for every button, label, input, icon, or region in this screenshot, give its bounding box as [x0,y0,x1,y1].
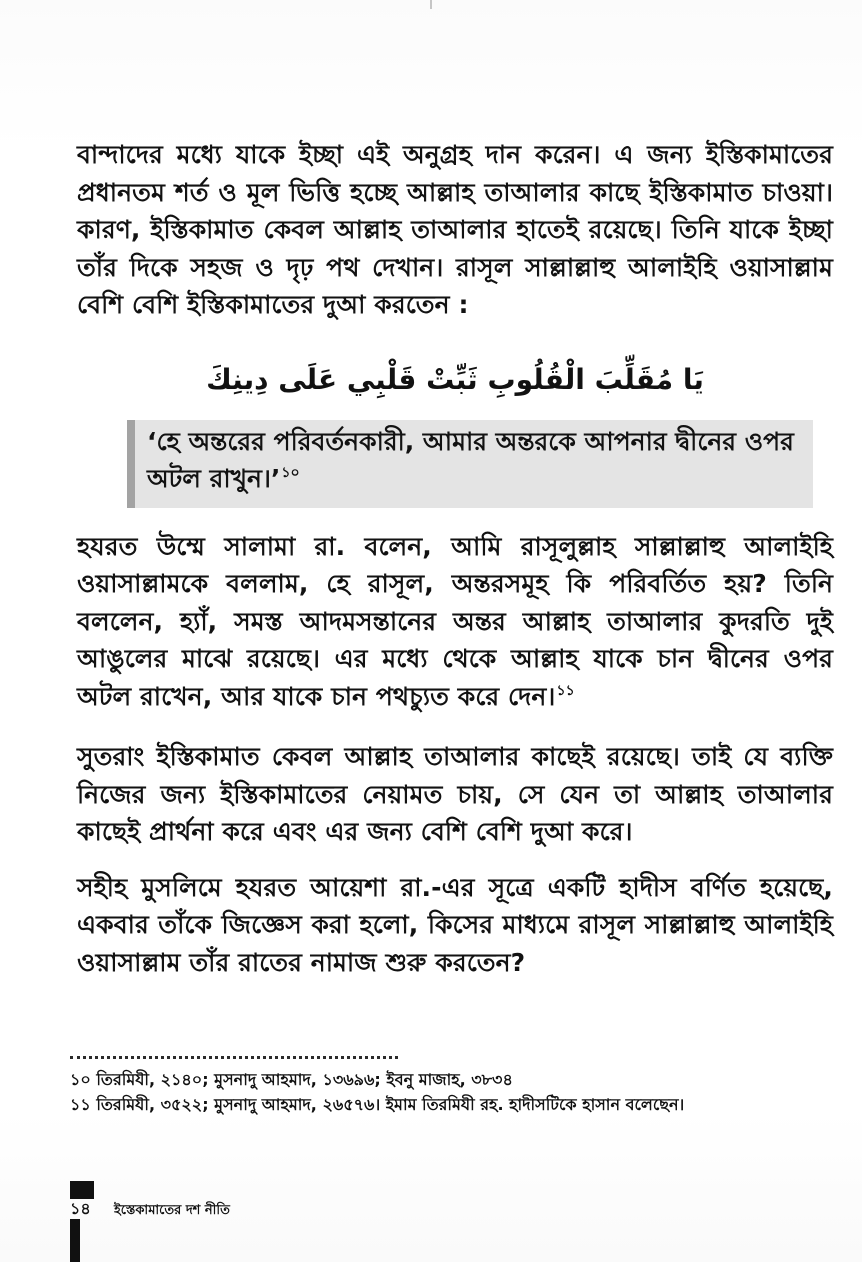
footnote-divider [70,1056,398,1059]
footnote-11: ১১ তিরমিযী, ৩৫২২; মুসনাদু আহমাদ, ২৬৫৭৬। ইমাম তিরমিযী রহ. হাদীসটিকে হাসান বলেছেন। [70,1095,685,1114]
page-number-tab [70,1181,94,1199]
paragraph-4: সহীহ মুসলিমে হযরত আয়েশা রা.-এর সূত্রে একটি হাদীস বর্ণিত হয়েছে, একবার তাঁকে জিজ্ঞেস করা হলো, কিসের মাধ্যমে রাসূল সাল্লাল্লাহু আলাইহি ওয়াসাল্লাম তাঁর রাতের নামাজ শুরু করতেন? [77,872,833,977]
main-text [77,136,833,999]
page-footer [70,1199,230,1221]
quote-box [127,420,813,508]
paragraph-2-text: হযরত উম্মে সালামা রা. বলেন, আমি রাসূলুল্লাহ সাল্লাল্লাহু আলাইহি ওয়াসাল্লামকে বললাম, হে রাসূল, অন্তরসমূহ কি পরিবর্তিত হয়? তিনি বললেন, হ্যাঁ, সমস্ত আদমসন্তানের অন্তর আল্লাহ তাআলার কুদরতি দুই আঙুলের মাঝে রয়েছে। এর মধ্যে থেকে আল্লাহ যাকে চান দ্বীনের ওপর অটল রাখেন, আর যাকে চান পথচ্যুত করে দেন। [77,531,833,711]
quote-content [147,423,803,502]
paragraph-2 [77,528,833,721]
paragraph-2-footnote-ref: ১১ [556,682,575,699]
page-number: ১৪ [70,1199,91,1218]
page-top-mark [430,0,432,9]
footnote-10: ১০ তিরমিযী, ২১৪০; মুসনাদু আহমাদ, ১৩৬৯৬; ইবনু মাজাহ, ৩৮৩৪ [70,1070,513,1089]
paragraph-3: সুতরাং ইস্তিকামাত কেবল আল্লাহ তাআলার কাছেই রয়েছে। তাই যে ব্যক্তি নিজের জন্য ইস্তিকামাতের নেয়ামত চায়, সে যেন তা আল্লাহ তাআলার কাছেই প্রার্থনা করে এবং এর জন্য বেশি বেশি দুআ করে। [77,742,833,846]
book-title: ইস্তেকামাতের দশ নীতি [114,1203,230,1218]
paragraph-1: বান্দাদের মধ্যে যাকে ইচ্ছা এই অনুগ্রহ দান করেন। এ জন্য ইস্তিকামাতের প্রধানতম শর্ত ও মূল ভিত্তি হচ্ছে আল্লাহ তাআলার কাছে ইস্তিকামাত চাওয়া। কারণ, ইস্তিকামাত কেবল আল্লাহ তাআলার হাতেই রয়েছে। তিনি যাকে ইচ্ছা তাঁর দিকে সহজ ও দৃঢ় পথ দেখান। রাসূল সাল্লাল্লাহু আলাইহি ওয়াসাল্লাম বেশি বেশি ইস্তিকামাতের দুআ করতেন : [77,140,833,319]
footnotes-section [70,1056,790,1117]
arabic-dua: يَا مُقَلِّبَ الْقُلُوبِ ثَبِّتْ قَلْبِي عَلَى دِينِكَ [206,362,704,396]
quote-footnote-ref: ১০ [281,464,300,481]
page-edge-bar [70,1219,80,1262]
quote-text: ‘হে অন্তরের পরিবর্তনকারী, আমার অন্তরকে আপনার দ্বীনের ওপর অটল রাখুন।’ [147,426,794,493]
